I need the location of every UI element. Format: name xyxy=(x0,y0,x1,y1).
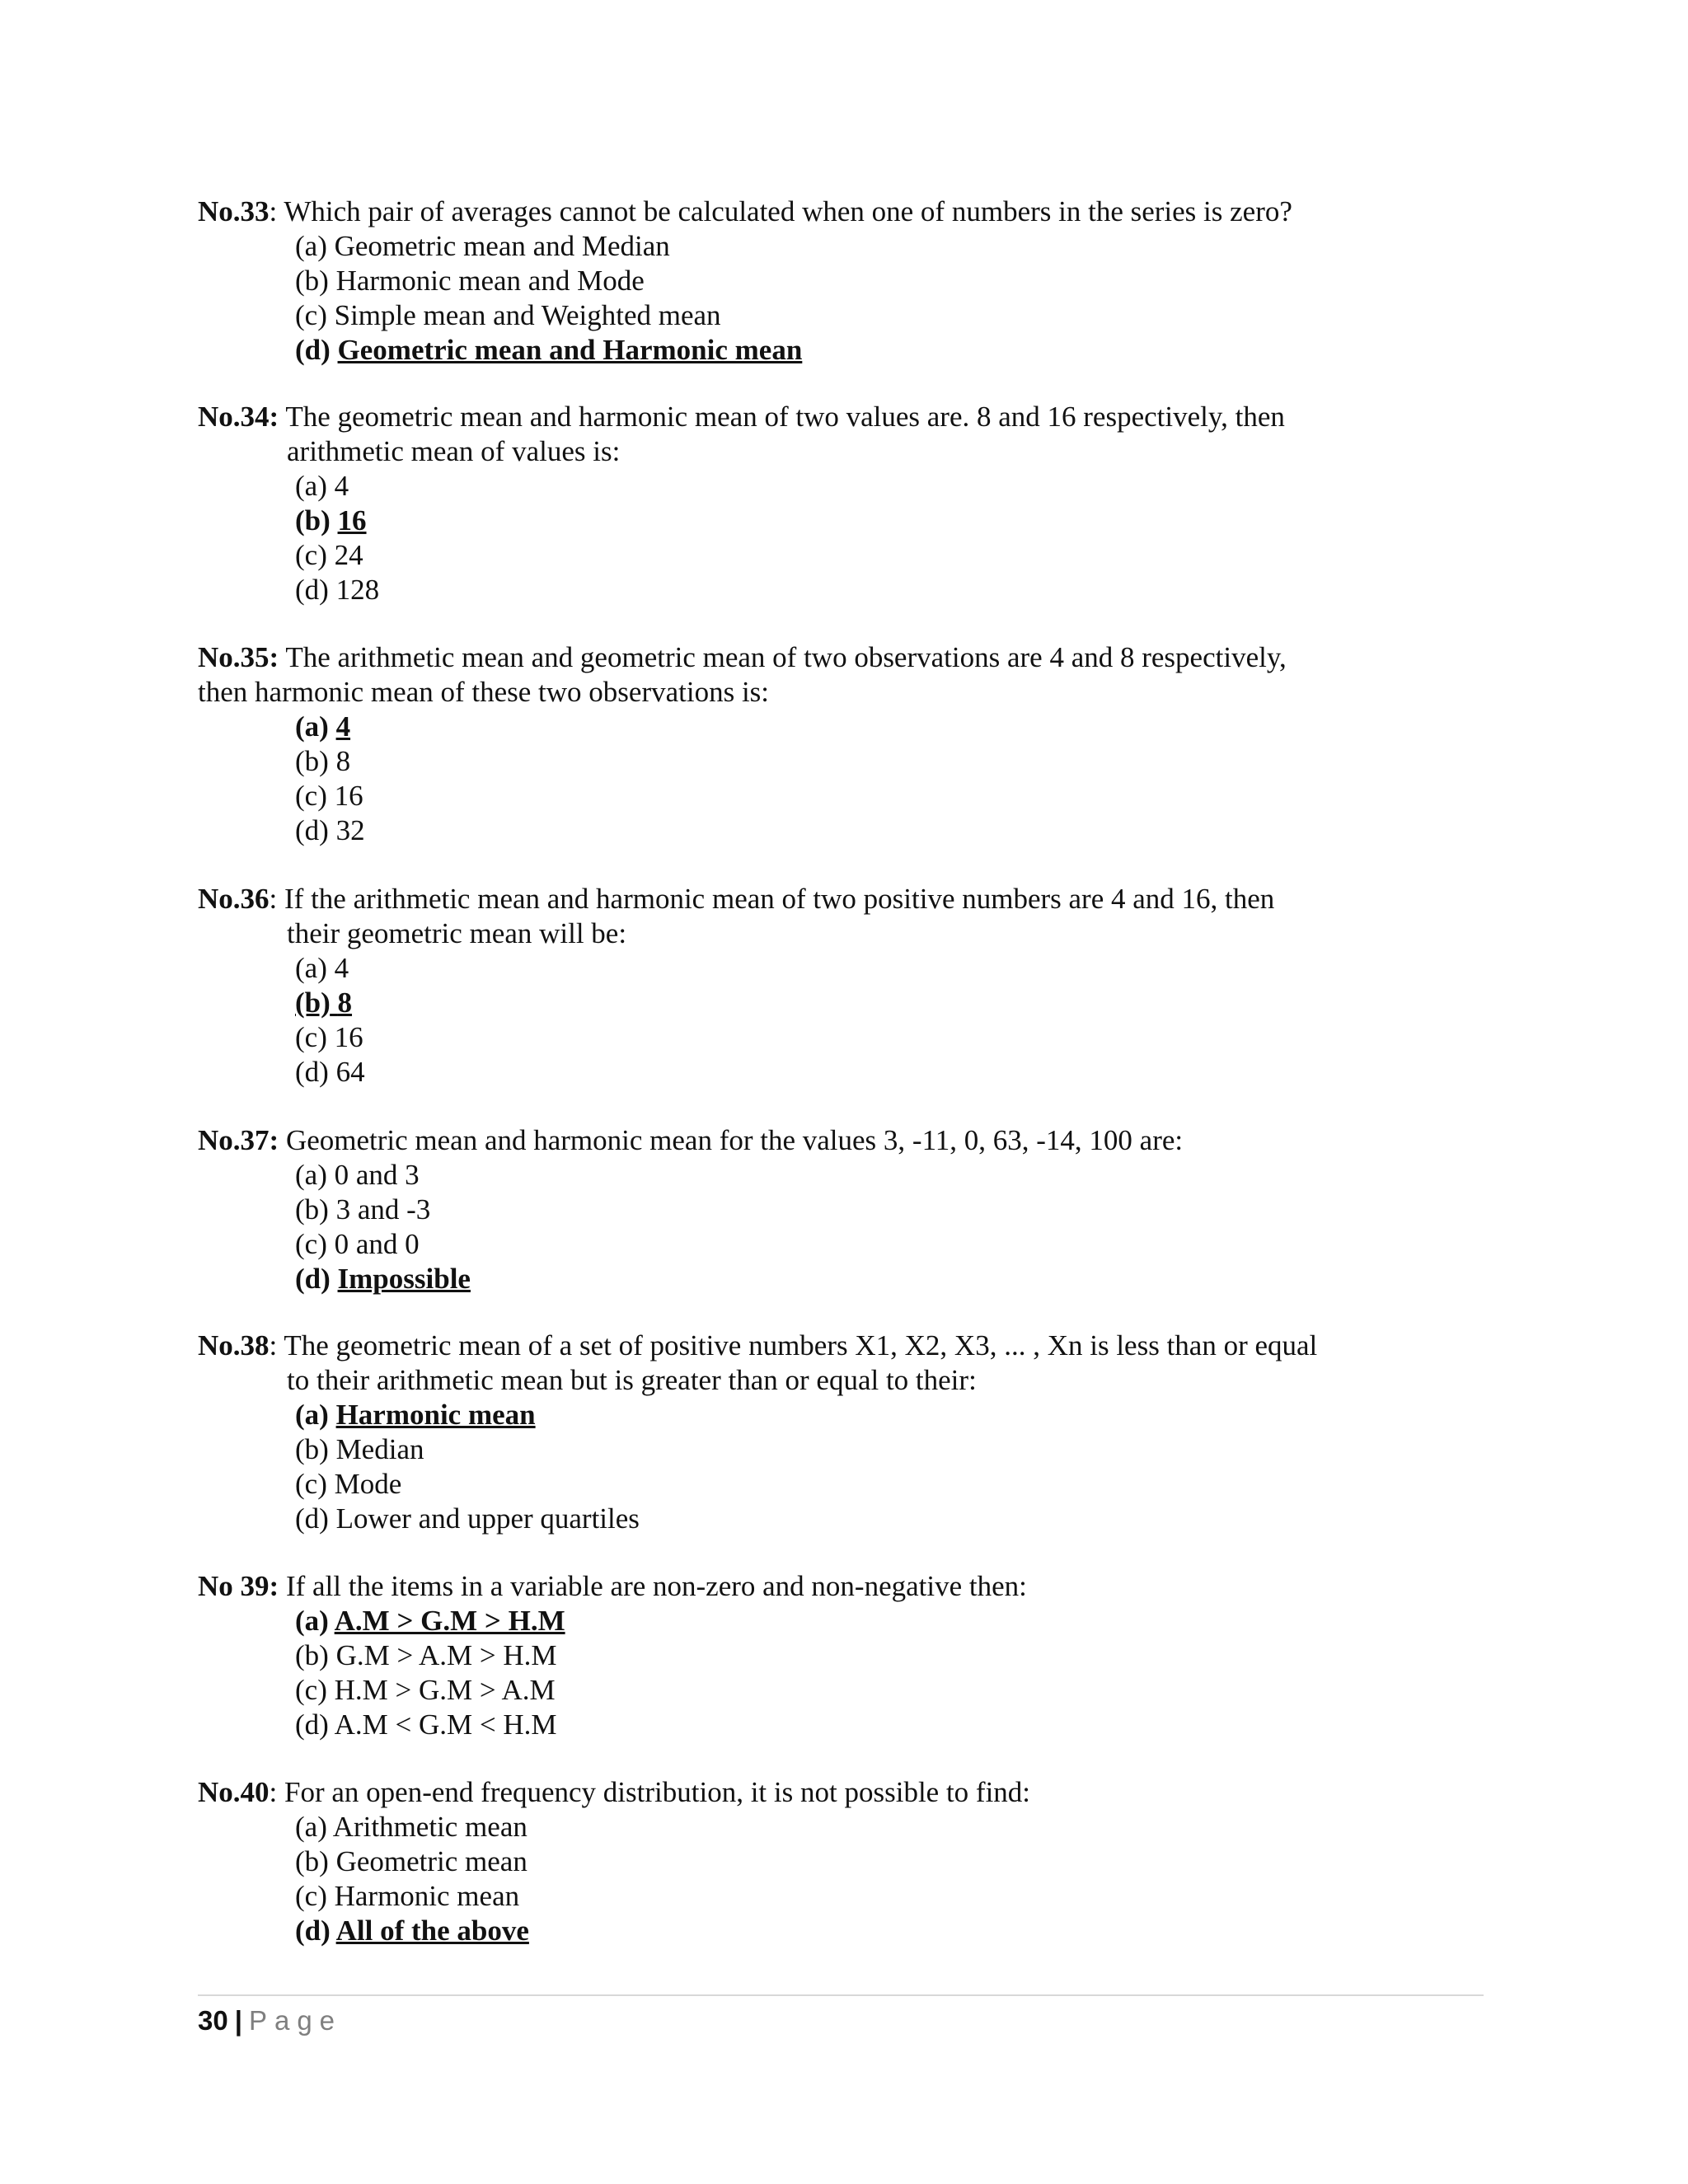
option-text: 16 xyxy=(334,780,363,812)
option-text: A.M > G.M > H.M xyxy=(334,1605,565,1637)
question-number: No 39: xyxy=(198,1570,279,1602)
option-label: (d) xyxy=(295,1056,329,1088)
question-stem xyxy=(198,400,1484,469)
option-label: (c) xyxy=(295,1674,327,1706)
option-text: A.M < G.M < H.M xyxy=(334,1708,557,1741)
option-label: (b) xyxy=(295,504,331,537)
option-b-correct-answer xyxy=(295,504,1484,538)
question-text: For an open-end frequency distribution, it is not possible to find: xyxy=(284,1776,1031,1808)
option-text: 64 xyxy=(335,1056,365,1088)
option-label: (d) xyxy=(295,574,329,606)
question-text-continued: arithmetic mean of values is: xyxy=(287,435,621,467)
option-c xyxy=(295,1467,1484,1502)
options-list xyxy=(198,229,1484,368)
option-text: Geometric mean and Median xyxy=(334,230,670,262)
question-stem xyxy=(198,1775,1484,1810)
option-text: Simple mean and Weighted mean xyxy=(334,299,721,331)
option-text: Median xyxy=(335,1433,424,1465)
options-list xyxy=(198,1158,1484,1296)
options-list xyxy=(198,469,1484,607)
option-b xyxy=(295,1432,1484,1467)
option-text: H.M > G.M > A.M xyxy=(334,1674,556,1706)
question-number: No.37: xyxy=(198,1124,279,1156)
option-label: (a) xyxy=(295,230,327,262)
question-text: If all the items in a variable are non-zero and non-negative then: xyxy=(285,1570,1027,1602)
option-label: (a) xyxy=(295,710,329,743)
option-label: (a) xyxy=(295,470,327,502)
option-label: (d) xyxy=(295,1708,329,1741)
option-label: (c) xyxy=(295,299,327,331)
option-label: (b) xyxy=(295,745,329,777)
option-label: (d) xyxy=(295,334,331,366)
question-35 xyxy=(198,640,1484,848)
option-c xyxy=(295,538,1484,573)
options-list xyxy=(198,1398,1484,1536)
option-c xyxy=(295,779,1484,813)
option-a-correct-answer xyxy=(295,710,1484,744)
option-label: (c) xyxy=(295,1468,327,1500)
question-stem xyxy=(198,194,1484,229)
option-text: Lower and upper quartiles xyxy=(335,1502,640,1535)
question-number: No.33 xyxy=(198,195,270,227)
option-text: 32 xyxy=(335,814,365,846)
option-d-correct-answer xyxy=(295,1262,1484,1296)
option-text: G.M > A.M > H.M xyxy=(335,1639,557,1671)
question-number: No.40 xyxy=(198,1776,270,1808)
option-text: 24 xyxy=(334,539,363,571)
options-list xyxy=(198,951,1484,1090)
question-text-continued: then harmonic mean of these two observations is: xyxy=(198,676,770,708)
option-c xyxy=(295,1673,1484,1708)
option-label: (c) xyxy=(295,539,327,571)
question-number-separator: : xyxy=(269,195,278,227)
option-label: (b) xyxy=(295,1193,329,1226)
option-text: Geometric mean and Harmonic mean xyxy=(337,334,803,366)
option-c xyxy=(295,298,1484,333)
question-number: No.35: xyxy=(198,641,279,673)
footer-separator: | xyxy=(234,2005,242,2036)
question-text: The geometric mean and harmonic mean of two values are. 8 and 16 respectively, then xyxy=(285,401,1285,433)
question-text: If the arithmetic mean and harmonic mean of two positive numbers are 4 and 16, then xyxy=(284,883,1275,915)
question-36 xyxy=(198,882,1484,1090)
option-d-correct-answer xyxy=(295,333,1484,368)
page-footer xyxy=(198,2004,342,2037)
question-stem xyxy=(198,640,1484,710)
question-text: The arithmetic mean and geometric mean of two observations are 4 and 8 respectively, xyxy=(285,641,1287,673)
option-b-correct-answer xyxy=(295,986,1484,1020)
option-text: Harmonic mean xyxy=(334,1880,520,1912)
options-list xyxy=(198,710,1484,848)
option-c xyxy=(295,1227,1484,1262)
option-text: 4 xyxy=(335,710,351,743)
option-text: 4 xyxy=(334,952,349,984)
page-number: 30 xyxy=(198,2005,228,2036)
question-stem xyxy=(198,1123,1484,1158)
option-label: (a) xyxy=(295,1811,327,1843)
option-d xyxy=(295,813,1484,848)
option-label: (c) xyxy=(295,1228,327,1260)
option-d xyxy=(295,573,1484,607)
question-text: Which pair of averages cannot be calculated when one of numbers in the series is zero? xyxy=(284,195,1292,227)
option-label: (d) xyxy=(295,814,329,846)
option-label: (b) xyxy=(295,987,331,1019)
question-text: Geometric mean and harmonic mean for the values 3, -11, 0, 63, -14, 100 are: xyxy=(285,1124,1184,1156)
question-stem xyxy=(198,1569,1484,1604)
option-a xyxy=(295,1810,1484,1844)
option-a-correct-answer xyxy=(295,1398,1484,1432)
option-label: (a) xyxy=(295,1399,329,1431)
option-label: (b) xyxy=(295,1433,329,1465)
option-label: (c) xyxy=(295,780,327,812)
option-label: (c) xyxy=(295,1880,327,1912)
question-text: The geometric mean of a set of positive numbers X1, X2, X3, ... , Xn is less than or equal xyxy=(284,1329,1318,1361)
question-text-continued: to their arithmetic mean but is greater than or equal to their: xyxy=(287,1364,977,1396)
page-label: Page xyxy=(248,2005,343,2036)
option-text: 3 and -3 xyxy=(335,1193,431,1226)
option-a xyxy=(295,469,1484,504)
option-text: All of the above xyxy=(335,1915,529,1947)
question-number-separator: : xyxy=(269,1776,278,1808)
question-39 xyxy=(198,1569,1484,1742)
option-text: Geometric mean xyxy=(335,1845,528,1877)
question-number: No.38 xyxy=(198,1329,270,1361)
option-b xyxy=(295,744,1484,779)
options-list xyxy=(198,1810,1484,1948)
question-text-continued: their geometric mean will be: xyxy=(287,917,627,949)
option-text: Mode xyxy=(334,1468,402,1500)
option-label: (a) xyxy=(295,952,327,984)
option-label: (b) xyxy=(295,1639,329,1671)
option-label: (c) xyxy=(295,1021,327,1053)
option-text: 16 xyxy=(334,1021,363,1053)
option-text: 4 xyxy=(334,470,349,502)
option-text: 8 xyxy=(335,745,351,777)
option-text: Harmonic mean and Mode xyxy=(335,265,645,297)
option-b xyxy=(295,1638,1484,1673)
question-stem xyxy=(198,1329,1484,1398)
options-list xyxy=(198,1604,1484,1742)
option-a xyxy=(295,229,1484,264)
option-label: (d) xyxy=(295,1502,329,1535)
question-33 xyxy=(198,194,1484,368)
option-text: Arithmetic mean xyxy=(332,1811,528,1843)
option-d xyxy=(295,1055,1484,1090)
option-b xyxy=(295,264,1484,298)
option-d xyxy=(295,1708,1484,1742)
option-label: (b) xyxy=(295,1845,329,1877)
option-a xyxy=(295,1158,1484,1193)
option-text: Harmonic mean xyxy=(335,1399,536,1431)
option-a xyxy=(295,951,1484,986)
option-b xyxy=(295,1193,1484,1227)
option-text: 128 xyxy=(335,574,380,606)
question-number-separator: : xyxy=(269,883,278,915)
question-number-separator: : xyxy=(269,1329,278,1361)
option-text: 0 and 3 xyxy=(334,1159,420,1191)
option-label: (b) xyxy=(295,265,329,297)
option-b xyxy=(295,1844,1484,1879)
question-stem xyxy=(198,882,1484,951)
option-text: Impossible xyxy=(337,1263,471,1295)
question-number: No.34: xyxy=(198,401,279,433)
option-text: 0 and 0 xyxy=(334,1228,420,1260)
question-38 xyxy=(198,1329,1484,1536)
option-label: (d) xyxy=(295,1915,331,1947)
option-text: 8 xyxy=(337,987,353,1019)
option-label: (d) xyxy=(295,1263,331,1295)
option-c xyxy=(295,1020,1484,1055)
question-40 xyxy=(198,1775,1484,1948)
question-37 xyxy=(198,1123,1484,1296)
option-label: (a) xyxy=(295,1605,329,1637)
option-d-correct-answer xyxy=(295,1914,1484,1948)
option-d xyxy=(295,1502,1484,1536)
option-c xyxy=(295,1879,1484,1914)
option-text: 16 xyxy=(337,504,367,537)
option-a-correct-answer xyxy=(295,1604,1484,1638)
question-34 xyxy=(198,400,1484,607)
question-number: No.36 xyxy=(198,883,270,915)
footer-divider xyxy=(198,1994,1484,1996)
option-label: (a) xyxy=(295,1159,327,1191)
